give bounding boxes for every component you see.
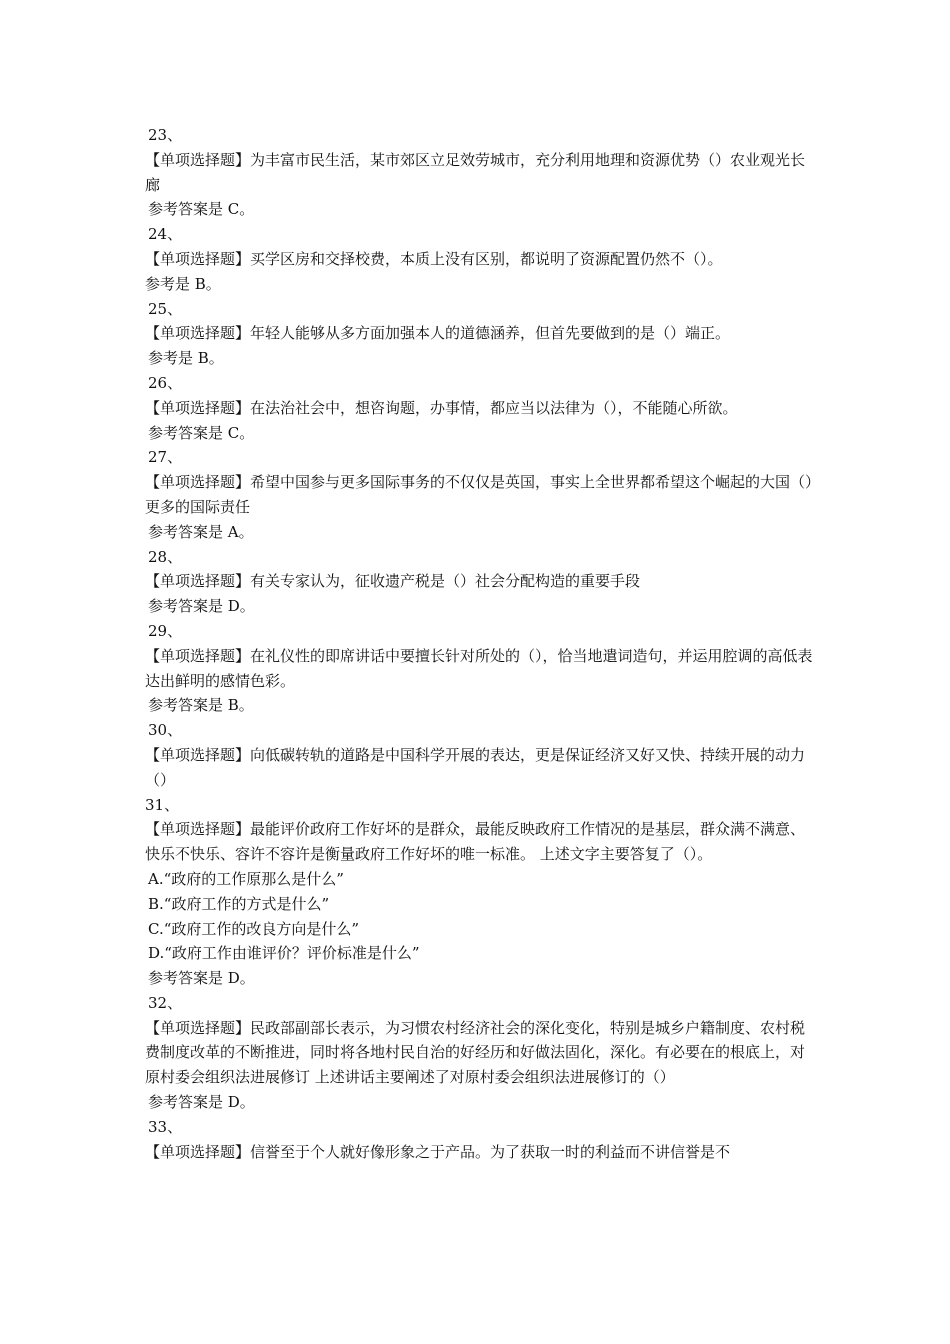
question-number: 28、	[148, 547, 183, 566]
answer-text: 参考答案是 D。	[148, 1093, 255, 1112]
question-text: 【单项选择题】信誉至于个人就好像形象之于产品。为了获取一时的利益而不讲信誉是不	[145, 1142, 731, 1161]
question-number: 33、	[148, 1117, 183, 1136]
question-text: 【单项选择题】在法治社会中，想咨询题，办事情，都应当以法律为（），不能随心所欲。	[145, 398, 738, 417]
question-text: 【单项选择题】在礼仪性的即席讲话中要擅长针对所处的（），恰当地遣词造句，并运用腔调的高低表达出鲜明的感情色彩。	[145, 646, 813, 690]
question-text: 【单项选择题】向低碳转轨的道路是中国科学开展的表达，更是保证经济又好又快、持续开展的动力（）	[145, 745, 806, 789]
question-text: 【单项选择题】希望中国参与更多国际事务的不仅仅是英国，事实上全世界都希望这个崛起的大国（）更多的国际责任	[145, 473, 813, 516]
option-c: C.“政府工作的改良方向是什么”	[148, 919, 360, 938]
answer-text: 参考答案是 C。	[148, 200, 255, 219]
answer-text: 参考答案是 D。	[148, 597, 255, 616]
answer-text: 参考答案是 C。	[148, 423, 255, 442]
question-number: 30、	[148, 721, 183, 740]
answer-text: 参考是 B。	[148, 349, 224, 368]
question-number: 24、	[148, 225, 183, 244]
answer-text: 参考答案是 A。	[148, 522, 254, 541]
question-text: 【单项选择题】为丰富市民生活，某市郊区立足效劳城市，充分利用地理和资源优势（）农业观光长廊	[145, 150, 806, 194]
option-a: A.“政府的工作原那么是什么”	[148, 869, 344, 888]
answer-text: 参考是 B。	[145, 274, 221, 293]
option-d: D.“政府工作由谁评价？评价标准是什么”	[148, 944, 420, 963]
answer-text: 参考答案是 D。	[148, 969, 255, 988]
question-number: 29、	[148, 621, 183, 640]
question-text: 【单项选择题】买学区房和交择校费，本质上没有区别，都说明了资源配置仍然不（）。	[145, 249, 723, 268]
question-number: 32、	[148, 993, 183, 1012]
question-text: 【单项选择题】最能评价政府工作好坏的是群众，最能反映政府工作情况的是基层，群众满不满意、快乐不快乐、容许不容许是衡量政府工作好坏的唯一标准。 上述文字主要答复了（）。	[145, 820, 806, 864]
question-text: 【单项选择题】民政部副部长表示，为习惯农村经济社会的深化变化，特别是城乡户籍制度、农村税费制度改革的不断推进，同时将各地村民自治的好经历和好做法固化，深化。有必要在的根底上，对原村委会组织法进展修订 上述讲话主要阐述了对原村委会组织法进展修订的（）	[145, 1018, 806, 1087]
question-number: 31、	[145, 795, 180, 814]
question-number: 27、	[148, 448, 183, 467]
answer-text: 参考答案是 B。	[148, 696, 254, 715]
question-list	[145, 123, 815, 1164]
question-text: 【单项选择题】年轻人能够从多方面加强本人的道德涵养，但首先要做到的是（）端正。	[145, 324, 731, 343]
question-number: 23、	[148, 126, 183, 144]
question-text: 【单项选择题】有关专家认为，征收遗产税是（）社会分配构造的重要手段	[145, 572, 641, 591]
option-b: B.“政府工作的方式是什么”	[148, 894, 330, 913]
question-number: 25、	[148, 299, 183, 318]
question-number: 26、	[148, 373, 183, 392]
